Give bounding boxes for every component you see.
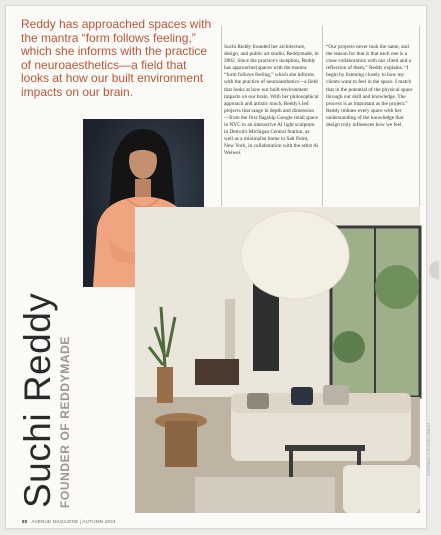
- column-divider-left: [221, 26, 222, 206]
- pull-quote: Reddy has approached spaces with the mantra “form follows feeling,” which she informs with the practice of neuroaesthetics—a field that looks at how our built environment impacts on our brain.: [21, 17, 212, 99]
- page-number: 80: [22, 519, 28, 524]
- page-footer: [22, 519, 116, 524]
- body-text-column-2: “Our projects never look the same, and the reason for that is that each one is a close collaboration with our client and a reflection of them,” Reddy explains. “I begin by listening closely to how my clients want to feel in the space. I match that in the potential of the physical space through our skill and knowledge. The process is as important as the project.” Reddy imbues every space with her understanding of the knowledge that design truly influences how we feel.: [326, 44, 413, 129]
- feature-title-block: [17, 292, 72, 512]
- publication-name: AVENUE MAGAZINE | AUTUMN 2024: [31, 519, 116, 524]
- magazine-page: [6, 6, 431, 528]
- photo-credit: PORTRAIT: © PHOTO CREDIT: [427, 422, 431, 476]
- body-text-column-1: Suchi Reddy founded her architecture, design, and public art studio, Reddymade, in 2002. Since the practice's inception, Reddy has approached spaces with the mantra “form follows feeling,” which she informs with the practice of neuroaesthetics—a field that looks at how our built environment impacts on our brain. With her philosophical approach and artistic touch, Reddy's led projects that range in depth and dimension—from the first flagship Google retail space in NYC to an interactive AI light sculpture in Detroit's Michigan Central Station, as well as a minimalist home in Salt Point, New York, in collaboration with the artist Ai Weiwei.: [224, 44, 319, 157]
- interior-illustration: [135, 207, 420, 513]
- interior-photo: [135, 207, 420, 513]
- feature-subtitle: FOUNDER OF REDDYMADE: [58, 335, 72, 508]
- column-divider-middle: [322, 26, 323, 206]
- column-divider-right: [419, 26, 420, 206]
- feature-name: Suchi Reddy: [17, 292, 58, 508]
- page-turn-tab[interactable]: [429, 261, 439, 279]
